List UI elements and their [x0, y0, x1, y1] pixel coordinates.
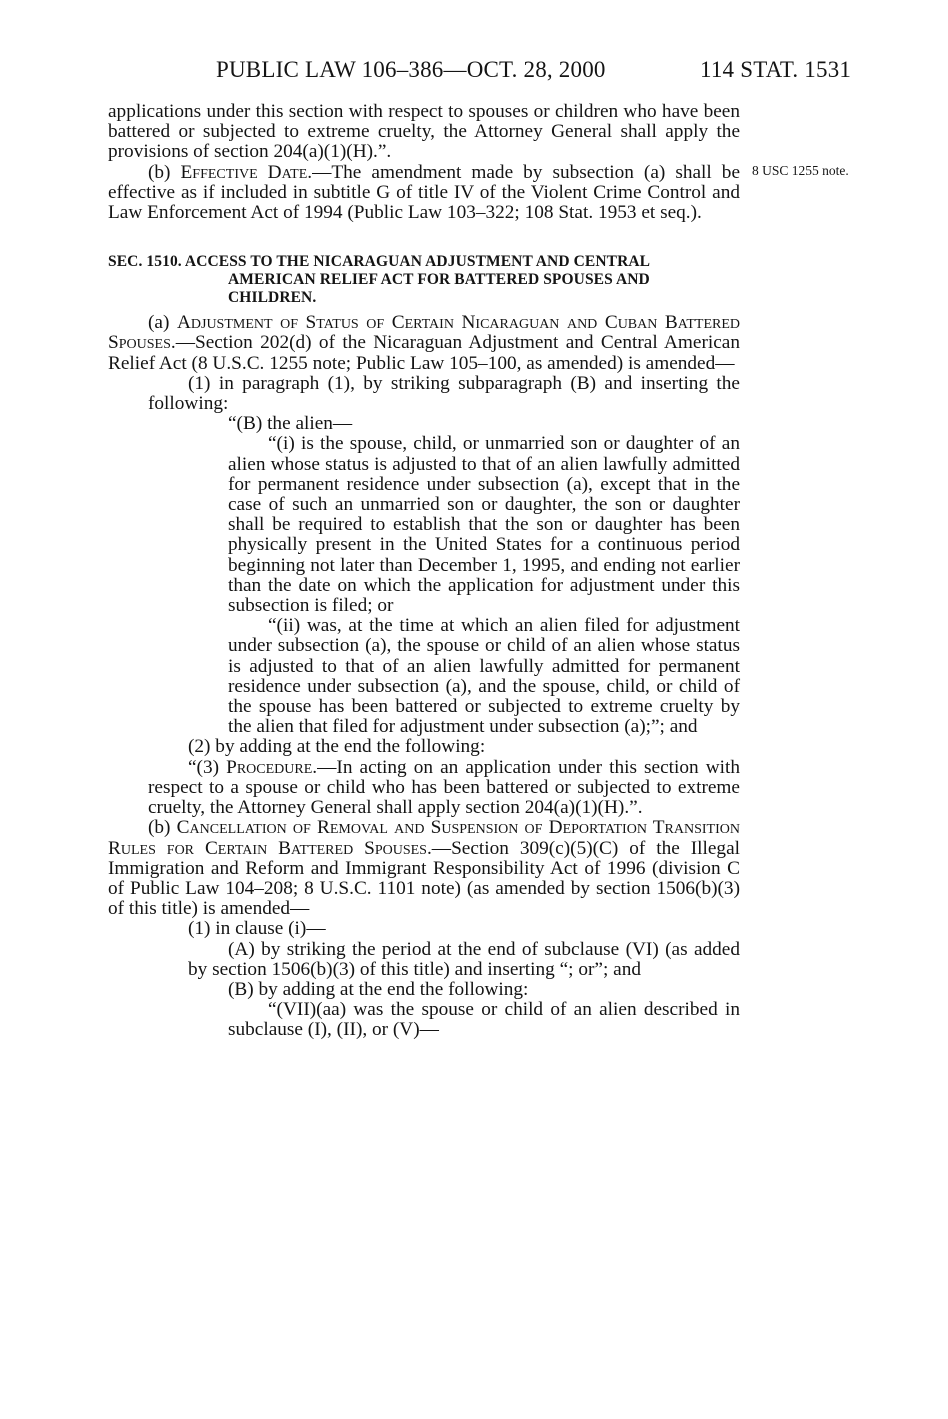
- paragraph-item-2: (2) by adding at the end the following:: [188, 736, 486, 758]
- paragraph-item-1: (1) in paragraph (1), by striking subparagraph (B) and inserting the following:: [148, 372, 740, 415]
- subsection-heading: Cancellation of Removal and Suspension of Deportation Transition Rules for Certain Battered Spouses.: [108, 817, 740, 859]
- paragraph-clause-i-amend: (1) in clause (i)—: [188, 918, 326, 940]
- paragraph-continuation: applications under this section with respect to spouses or children who have been battered or subjected to extreme cruelty, the Attorney General shall apply the provisions of section 204(a)(1)(H).”.: [108, 101, 740, 163]
- subsection-heading: Effective Date.: [180, 161, 313, 183]
- subsection-label: (b): [148, 817, 171, 839]
- running-header-title: PUBLIC LAW 106–386—OCT. 28, 2000: [216, 57, 606, 82]
- subsection-label: (b): [148, 161, 171, 183]
- paragraph-clause-ii: “(ii) was, at the time at which an alien filed for adjustment under subsection (a), the spouse or child of an alien whose status is adjusted to that of an alien lawfully admitted for permanent residence under subsection (a), and the spouse, child, or child of the spouse has been battered or subjected to extreme cruelty by the alien that filed for adjustment under subsection (a);”; and: [228, 615, 740, 738]
- subsection-heading: Adjustment of Status of Certain Nicaraguan and Cuban Battered Spouses.: [108, 312, 740, 354]
- margin-citation-note: 8 USC 1255 note.: [752, 163, 849, 178]
- subsection-label: (a): [148, 312, 170, 334]
- paragraph-subparagraph-a: (A) by striking the period at the end of subclause (VI) (as added by section 1506(b)(3) of this title) and inserting “; or”; and: [188, 938, 740, 980]
- subsection-text: —The amendment made by subsection (a) shall be effective as if included in subtitle G of title IV of the Violent Crime Control and Law Enforcement Act of 1994 (Public Law 103–322; 108 Stat. 1953 et seq.).: [108, 161, 740, 224]
- paragraph-text: —In acting on an application under this section with respect to a spouse or child who has been battered or subjected to extreme cruelty, the Attorney General shall apply section 204(a)(1)(H).”.: [148, 756, 740, 819]
- paragraph-label: “(3): [188, 756, 220, 778]
- paragraph-adjustment-of-status: [108, 313, 740, 374]
- statute-body: [108, 102, 740, 1041]
- section-heading: SEC. 1510. ACCESS TO THE NICARAGUAN ADJUSTMENT AND CENTRAL AMERICAN RELIEF ACT FOR BATTERED SPOUSES AND CHILDREN.: [108, 253, 650, 307]
- paragraph-cancellation-of-removal: [108, 818, 740, 919]
- subsection-text: —Section 309(c)(5)(C) of the Illegal Immigration and Reform and Immigrant Responsibility Act of 1996 (division C of Public Law 104–208; 8 U.S.C. 1101 note) (as amended by section 1506(b)(3) of this title) is amended—: [108, 837, 740, 920]
- paragraph-subparagraph-b: “(B) the alien—: [228, 413, 353, 435]
- paragraph-subparagraph-b-add: (B) by adding at the end the following:: [228, 978, 529, 1000]
- paragraph-heading: Procedure.: [226, 756, 318, 778]
- paragraph-effective-date: [108, 163, 740, 224]
- running-header-stat-page: 114 STAT. 1531: [700, 57, 852, 82]
- paragraph-clause-i: “(i) is the spouse, child, or unmarried son or daughter of an alien whose status is adjusted to that of an alien lawfully admitted for permanent residence under subsection (a), except that in the case of such an unmarried son or daughter, the son or daughter shall be required to establish that the son or daughter has been physically present in the United States for a continuous period beginning not later than December 1, 1995, and ending not earlier than the date on which the application for adjustment under this subsection is filed; or: [228, 433, 740, 617]
- paragraph-subclause-vii: “(VII)(aa) was the spouse or child of an alien described in subclause (I), (II), or (V)—: [228, 999, 740, 1041]
- paragraph-procedure: [108, 758, 740, 819]
- subsection-text: —Section 202(d) of the Nicaraguan Adjustment and Central American Relief Act (8 U.S.C. 1255 note; Public Law 105–100, as amended) is amended—: [108, 332, 740, 374]
